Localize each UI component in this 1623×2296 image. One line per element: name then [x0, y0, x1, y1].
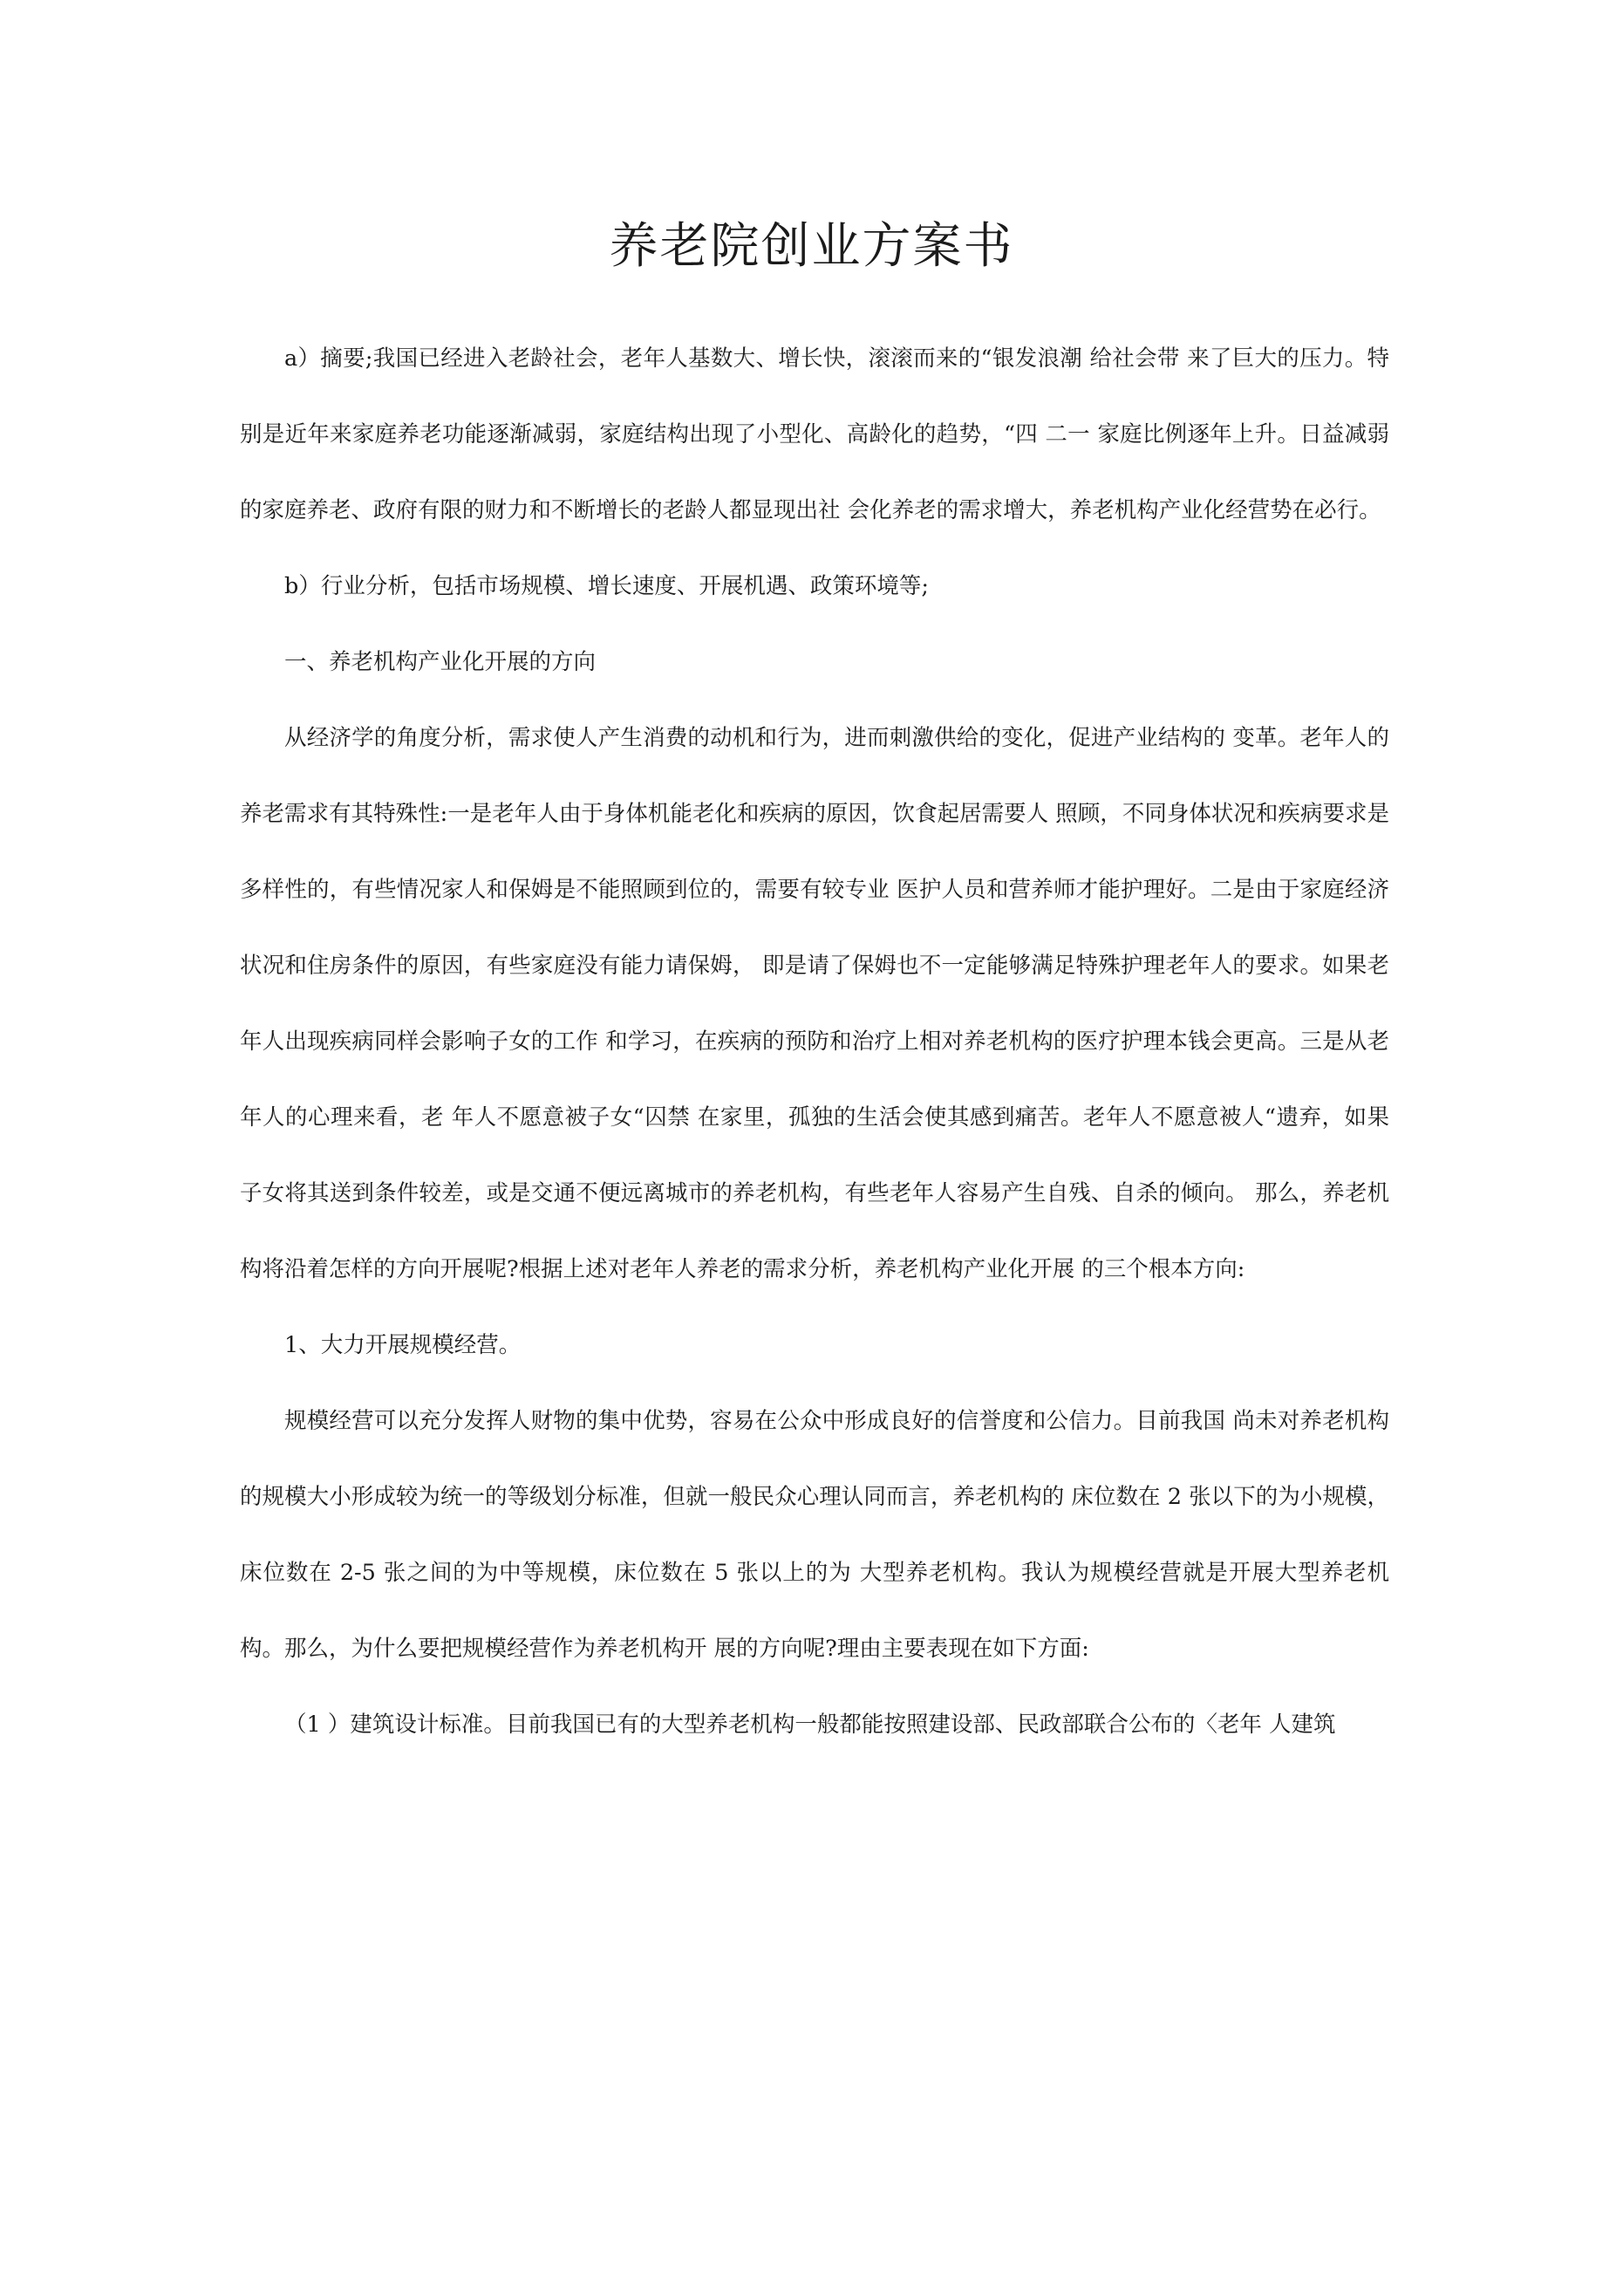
paragraph-economics: 从经济学的角度分析，需求使人产生消费的动机和行为，进而刺激供给的变化，促进产业结构的 变革。老年人的养老需求有其特殊性:一是老年人由于身体机能老化和疾病的原因，饮食起居需要人 照顾，不同身体状况和疾病要求是多样性的，有些情况家人和保姆是不能照顾到位的，需要有较专业 医护人员和营养师才能护理好。二是由于家庭经济状况和住房条件的原因，有些家庭没有能力请保姆， 即是请了保姆也不一定能够满足特殊护理老年人的要求。如果老年人出现疾病同样会影响子女的工作 和学习，在疾病的预防和治疗上相对养老机构的医疗护理本钱会更高。三是从老年人的心理来看，老 年人不愿意被子女“囚禁 在家里，孤独的生活会使其感到痛苦。老年人不愿意被人“遗弃，如果 子女将其送到条件较差，或是交通不便远离城市的养老机构，有些老年人容易产生自残、自杀的倾向。 那么，养老机构将沿着怎样的方向开展呢?根据上述对老年人养老的需求分析，养老机构产业化开展 的三个根本方向: [240, 725, 1389, 1282]
subsection-heading: 1、大力开展规模经营。 [284, 1332, 522, 1358]
paragraph-abstract: a）摘要;我国已经进入老龄社会，老年人基数大、增长快，滚滚而来的“银发浪潮 给社会带 来了巨大的压力。特别是近年来家庭养老功能逐渐减弱，家庭结构出现了小型化、高龄化的趋势，“四 二一 家庭比例逐年上升。日益减弱的家庭养老、政府有限的财力和不断增长的老龄人都显现出社 会化养老的需求增大，养老机构产业化经营势在必行。 [240, 345, 1389, 523]
document-title: 养老院创业方案书 [609, 218, 1014, 275]
document-body [240, 321, 1389, 1763]
paragraph-industry-analysis: b）行业分析，包括市场规模、增长速度、开展机遇、政策环境等; [284, 573, 929, 599]
paragraph-scale-operation: 规模经营可以充分发挥人财物的集中优势，容易在公众中形成良好的信誉度和公信力。目前我国 尚未对养老机构的规模大小形成较为统一的等级划分标准，但就一般民众心理认同而言，养老机构的 床位数在 2 张以下的为小规模，床位数在 2-5 张之间的为中等规模，床位数在 5 张以上的为 大型养老机构。我认为规模经营就是开展大型养老机构。那么，为什么要把规模经营作为养老机构开 展的方向呢?理由主要表现在如下方面: [240, 1408, 1389, 1662]
section-heading: 一、养老机构产业化开展的方向 [284, 649, 597, 675]
paragraph-building-standard: （1 ）建筑设计标准。目前我国已有的大型养老机构一般都能按照建设部、民政部联合公布的〈老年 人建筑 [284, 1712, 1336, 1738]
